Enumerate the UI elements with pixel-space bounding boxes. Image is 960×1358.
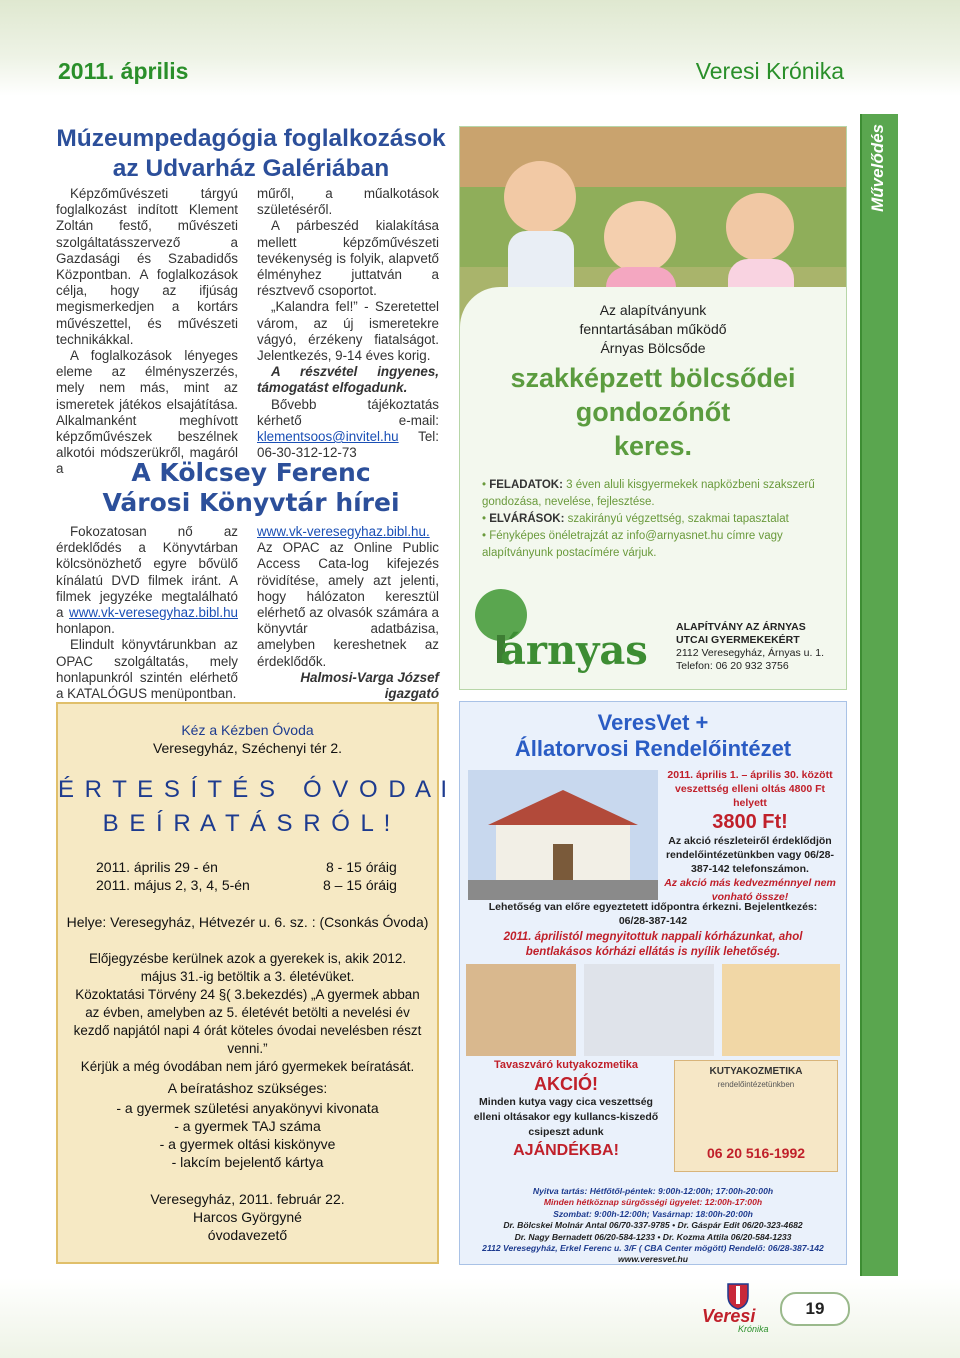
- notice-paragraph: Kérjük a még óvodában nem járó gyermekek beíratását.: [80, 1059, 415, 1074]
- article1-paragraph: A párbeszéd kialakítása mellett képzőművészeti tevékenység is folyik, alapvető élményhez juttatván a résztvevő csoportot.: [257, 218, 439, 299]
- promo-price: 3800 Ft!: [712, 811, 788, 833]
- grooming-action: AKCIÓ!: [534, 1074, 598, 1094]
- grooming-phone: 06 20 516-1992: [706, 1145, 806, 1161]
- notice-date-1: 2011. április 29 - én: [96, 859, 218, 875]
- vet-website[interactable]: www.veresvet.hu: [618, 1254, 688, 1265]
- library-link[interactable]: www.vk-veresegyhaz.bibl.hu: [69, 605, 238, 621]
- grooming-title: Tavaszváró kutyakozmetika: [493, 1059, 639, 1071]
- article2-text: Fokozatosan nő az érdeklődés a Könyvtárban kölcsönözhető egyre bővülő kínálatú DVD filmek iránt. A filmek jegyzéke megtalálható a: [56, 524, 238, 621]
- notice-date-2: 2011. május 2, 3, 4, 5-én: [96, 877, 250, 893]
- arnyas-headline: [460, 361, 846, 463]
- clinic-photo: [468, 770, 658, 900]
- org-address: 2112 Veresegyház, Árnyas u. 1.: [676, 647, 825, 659]
- promo-line: Az akció részleteiről érdeklődjön rendelőintézetünkben vagy 06/28-387-142 telefonszámon.: [665, 835, 835, 875]
- arnyas-intro: [460, 301, 846, 358]
- notice-sign-date: Veresegyház, 2011. február 22.: [150, 1191, 345, 1207]
- free-note: A részvétel ingyenes, támogatást elfogadunk.: [257, 364, 439, 396]
- clinic-interior-photos: [466, 964, 840, 1056]
- publication-title: Veresi Krónika: [695, 58, 844, 84]
- notice-req-item: - a gyermek oltási kiskönyve: [159, 1136, 336, 1152]
- notice-req-item: - a gyermek születési anyakönyvi kivonata: [116, 1100, 379, 1116]
- veresvet-title-line: Állatorvosi Rendelőintézet: [514, 736, 792, 761]
- section-label: Művelődés: [868, 124, 887, 212]
- hospital-text: 2011. áprilistól megnyitottuk nappali kórházunkat, ahol bentlakásos kórházi ellátás is nyílik lehetőség.: [503, 931, 803, 958]
- grooming-gift: AJÁNDÉKBA!: [513, 1142, 619, 1159]
- notice-req-title: A beíratáshoz szükséges:: [167, 1080, 328, 1096]
- notice-place: Helye: Veresegyház, Hétvezér u. 6. sz. : (Csonkás Óvoda): [66, 914, 429, 930]
- footer-logo-sub: Krónika: [738, 1324, 769, 1334]
- tasks-label: FELADATOK:: [489, 479, 563, 491]
- article1-paragraph: „Kalandra fel!” - Szeretettel várom, az új ismeretekre vágyó, érzékeny fiatalságot. Jelentkezés, 9-14 éves korig.: [257, 299, 439, 364]
- veresvet-title-line: VeresVet +: [597, 710, 709, 735]
- article2-right-column: [257, 524, 439, 702]
- article2-title-line1: A Kölcsey Ferenc: [131, 458, 371, 487]
- cv-text: Fényképes önéletrajzát az info@arnyasnet.hu címre vagy alapítványunk postacímére várjuk.: [482, 530, 783, 559]
- article2-left-column: [56, 524, 238, 702]
- arnyas-org: [676, 621, 836, 673]
- arnyas-headline-line: gondozónőt: [575, 397, 731, 427]
- grooming-box-subtitle: rendelőintézetünkben: [717, 1080, 795, 1089]
- notice-body: [70, 950, 425, 1076]
- article2-text: honlapon.: [56, 621, 115, 637]
- article1-right-column: [257, 186, 439, 461]
- notice-time-1: 8 - 15 óráig: [326, 859, 397, 875]
- appointment-text: Lehetőség van előre egyeztetett időpontra érkezni. Bejelentkezés: 06/28-387-142: [488, 901, 818, 927]
- article1-paragraph: Képzőművészeti tárgyú foglalkozást indított Klement Zoltán festő, művészeti szolgáltatásszervező a Gazdasági és Szabadidős Központban. A foglalkozások célja, hogy az ifjúság megismerkedjen a kortárs művészettel, és művészeti technikákkal.: [56, 186, 238, 347]
- article1-title-line1: Múzeumpedagógia foglalkozások: [56, 125, 446, 152]
- opening-hours: [466, 1186, 840, 1265]
- promo-line: 2011. április 1. – április 30. között: [667, 769, 833, 781]
- hours-line: Minden hétköznap sürgősségi ügyelet: 12:00h-17:00h: [543, 1197, 763, 1208]
- section-tab: [862, 114, 898, 1276]
- arnyas-details: • FELADATOK: 3 éven aluli kisgyermekek napközbeni szakszerű gondozása, nevelése, fejlesztése. • ELVÁRÁSOK: szakirányú végzettség, szakmai tapasztalat • Fényképes önéletrajzát az info@arnyasnet.hu címre vagy alapítványunk postacímére várjuk.: [482, 479, 815, 559]
- notice-signer: Harcos Györgyné: [193, 1209, 302, 1225]
- kindergarten-notice: [56, 702, 450, 1264]
- article1-paragraph: A foglalkozások lényeges eleme az élményszerzés, mely nem más, mint az ismeretek játékos elsajátítása. Alkalmanként meghívott képzőművészek beszélnek alkotói módszerükről, magáról a: [56, 348, 238, 477]
- org-phone: Telefon: 06 20 932 3756: [676, 660, 789, 672]
- org-line: UTCAI GYERMEKEKÉRT: [676, 634, 800, 646]
- arnyas-intro-line: fenntartásában működő: [579, 321, 727, 337]
- article1-left-column: [56, 186, 238, 478]
- hours-line: Szombat: 9:00h-12:00h; Vasárnap: 18:00h-20:00h: [553, 1208, 753, 1219]
- notice-req-item: - a gyermek TAJ száma: [174, 1118, 321, 1134]
- requirements-text: szakirányú végzettség, szakmai tapasztalat: [567, 513, 789, 525]
- notice-title-line2: B E Í R A T Á S R Ó L !: [102, 810, 393, 837]
- grooming-promo: [468, 1058, 664, 1162]
- arnyas-logo: árnyas: [500, 627, 648, 674]
- arnyas-headline-line: keres.: [613, 431, 693, 461]
- info-text: Bővebb tájékoztatás kérhető e-mail:: [257, 396, 439, 428]
- grooming-box: [674, 1060, 838, 1172]
- arnyas-intro-line: Az alapítványunk: [599, 302, 707, 318]
- library-link-2[interactable]: www.vk-veresegyhaz.bibl.hu.: [257, 524, 430, 539]
- email-link[interactable]: klementsoos@invitel.hu: [257, 429, 399, 445]
- notice-time-2: 8 – 15 óráig: [323, 877, 397, 893]
- notice-org: Kéz a Kézben Óvoda: [181, 722, 314, 738]
- notice-address: Veresegyház, Széchenyi tér 2.: [152, 740, 343, 756]
- page-number: 19: [780, 1292, 850, 1326]
- arnyas-headline-line: szakképzett bölcsődei: [510, 363, 796, 393]
- notice-signer-role: óvodavezető: [207, 1227, 288, 1243]
- article2-paragraph: Az OPAC az Online Public Access Cata-log kifejezés rövidítése, amely azt jelenti, hogy hálózaton keresztül elérhető az olvasók számára a könyvtár adatbázisa, amelyben kereshetnek az érdeklődők.: [257, 540, 439, 669]
- vet-address: 2112 Veresegyház, Erkel Ferenc u. 3/F ( CBA Center mögött) Rendelő: 06/28-387-142: [482, 1243, 824, 1254]
- notice-signature: [58, 1190, 437, 1244]
- vet-contacts: Dr. Bölcskei Molnár Antal 06/70-337-9785 • Dr. Gáspár Edit 06/20-323-4682: [503, 1220, 803, 1231]
- vet-contacts: Dr. Nagy Bernadett 06/20-584-1233 • Dr. Kozma Attila 06/20-584-1233: [514, 1231, 792, 1242]
- grooming-box-title: KUTYAKOZMETIKA: [709, 1066, 803, 1077]
- hours-line: Nyitva tartás: Hétfőtől-péntek: 9:00h-12:00h; 17:00h-20:00h: [532, 1186, 774, 1196]
- org-line: ALAPÍTVÁNY AZ ÁRNYAS: [676, 621, 806, 633]
- article2-paragraph: Elindult könyvtárunkban az OPAC szolgáltatás, mely honlapunkról szintén elérhető a KATALÓGUS menüpontban.: [56, 637, 238, 702]
- article1-title: [56, 124, 446, 184]
- signer-name: Halmosi-Varga József: [300, 669, 439, 685]
- requirements-label: ELVÁRÁSOK:: [489, 513, 565, 525]
- article2-title-line2: Városi Könyvtár hírei: [102, 488, 400, 517]
- vaccine-promo: [658, 768, 842, 904]
- notice-requirements: [58, 1099, 437, 1171]
- issue-date: 2011. április: [58, 58, 189, 84]
- grooming-text: Minden kutya vagy cica veszettség elleni oltásakor egy kullancs-kiszedő csipeszt adunk: [473, 1096, 659, 1138]
- promo-line: veszettség elleni oltás 4800 Ft helyett: [675, 783, 825, 809]
- arnyas-intro-line: Árnyas Bölcsőde: [600, 340, 706, 356]
- tasks-text: 3 éven aluli kisgyermekek napközbeni szakszerű gondozása, nevelése, fejlesztése.: [482, 479, 815, 508]
- promo-line: Az akció más kedvezménnyel nem vonható össze!: [664, 877, 836, 903]
- article1-paragraph: műről, a műalkotások születéséről.: [257, 186, 439, 218]
- notice-paragraph: Közoktatási Törvény 24 §( 3.bekezdés) „A gyermek abban az évben, amelyben az 5. életévét betölti a nevelési év kezdő napjától napi 4 órát köteles óvodai nevelésben részt venni.”: [73, 987, 422, 1056]
- notice-title-line1: É R T E S Í T É S Ó V O D A I: [58, 776, 450, 803]
- notice-req-item: - lakcím bejelentő kártya: [171, 1154, 324, 1170]
- signer-role: igazgató: [384, 686, 439, 702]
- veresvet-advertisement: [459, 701, 847, 1265]
- arnyas-advertisement: [459, 126, 847, 690]
- footer-logo: Veresi: [702, 1306, 756, 1326]
- notice-paragraph: Előjegyzésbe kerülnek azok a gyerekek is, akik 2012. május 31.-ig betöltik a 3. életévüket.: [88, 951, 407, 984]
- veresvet-title: [460, 710, 846, 762]
- article2-title: [56, 458, 446, 518]
- phone-text: Tel: 06-30-312-12-73: [257, 429, 439, 461]
- article1-title-line2: az Udvarház Galériában: [112, 155, 390, 182]
